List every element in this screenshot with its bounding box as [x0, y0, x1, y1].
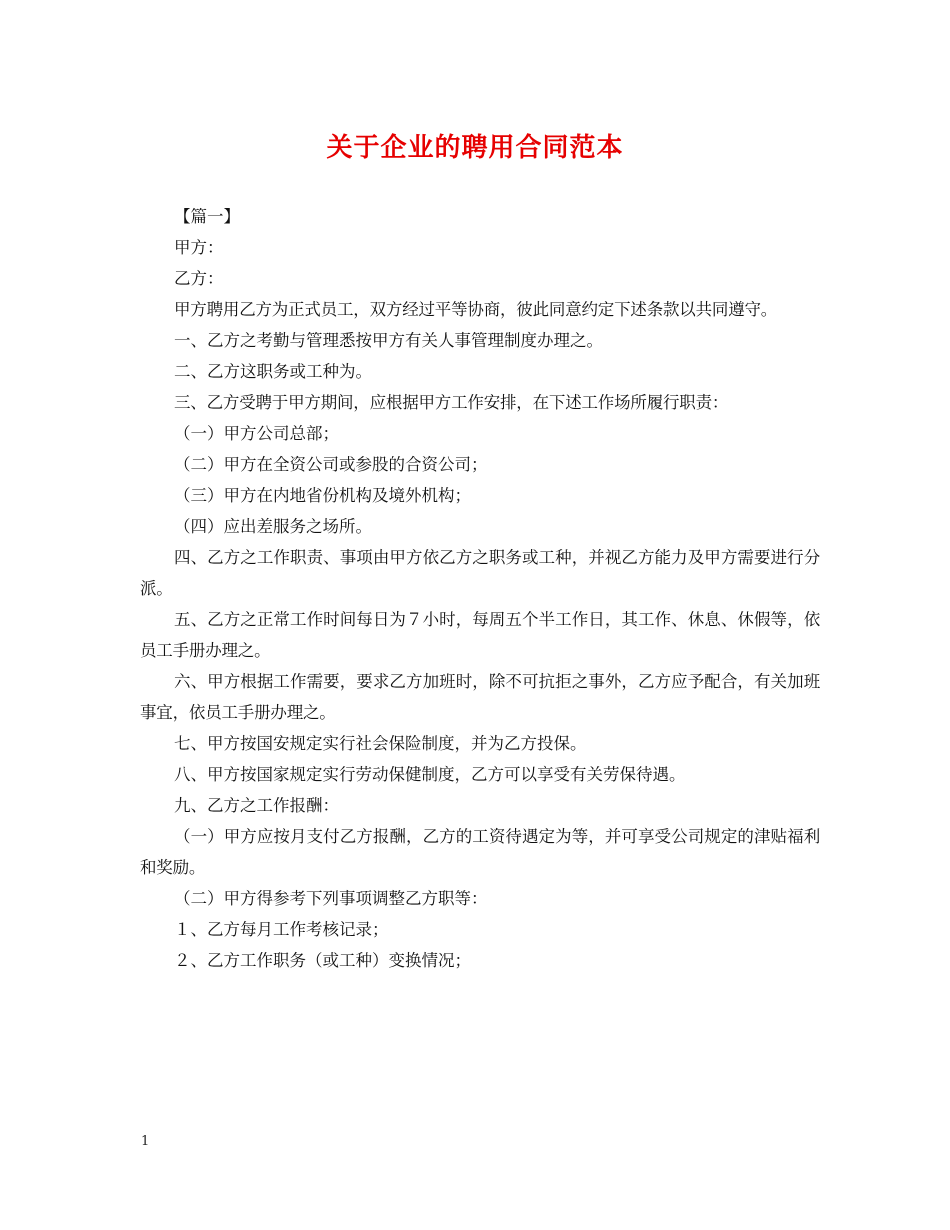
- intro-paragraph: 甲方聘用乙方为正式员工，双方经过平等协商，彼此同意约定下述条款以共同遵守。: [174, 300, 778, 319]
- document-title: 关于企业的聘用合同范本: [326, 133, 624, 163]
- clause-3-item-4: （四）应出差服务之场所。: [174, 517, 372, 536]
- clause-6: 六、甲方根据工作需要，要求乙方加班时，除不可抗拒之事外，乙方应予配合，有关加班事宜，依员工手册办理之。: [140, 672, 820, 722]
- clause-3-item-3: （三）甲方在内地省份机构及境外机构；: [174, 486, 471, 505]
- clause-9-subitem-2: ２、乙方工作职务（或工种）变换情况；: [174, 951, 471, 970]
- clause-4: 四、乙方之工作职责、事项由甲方依乙方之职务或工种，并视乙方能力及甲方需要进行分派。: [140, 548, 820, 598]
- clause-3: 三、乙方受聘于甲方期间，应根据甲方工作安排，在下述工作场所履行职责：: [174, 393, 729, 412]
- clause-1: 一、乙方之考勤与管理悉按甲方有关人事管理制度办理之。: [174, 331, 603, 350]
- section-heading: 【篇一】: [174, 207, 240, 226]
- clause-2: 二、乙方这职务或工种为。: [174, 362, 372, 381]
- clause-8: 八、甲方按国家规定实行劳动保健制度，乙方可以享受有关劳保待遇。: [174, 765, 686, 784]
- document-body: [140, 201, 820, 976]
- clause-9: 九、乙方之工作报酬：: [174, 796, 339, 815]
- clause-9-subitem-1: １、乙方每月工作考核记录；: [174, 920, 389, 939]
- page-number: 1: [141, 1134, 150, 1149]
- party-b-line: 乙方：: [174, 269, 224, 288]
- clause-9-item-1: （一）甲方应按月支付乙方报酬，乙方的工资待遇定为等，并可享受公司规定的津贴福利和奖励。: [140, 827, 820, 877]
- clause-3-item-1: （一）甲方公司总部；: [174, 424, 339, 443]
- party-a-line: 甲方：: [174, 238, 224, 257]
- clause-5: 五、乙方之正常工作时间每日为７小时，每周五个半工作日，其工作、休息、休假等，依员工手册办理之。: [140, 610, 820, 660]
- clause-7: 七、甲方按国安规定实行社会保险制度，并为乙方投保。: [174, 734, 587, 753]
- clause-3-item-2: （二）甲方在全资公司或参股的合资公司；: [174, 455, 488, 474]
- clause-9-item-2: （二）甲方得参考下列事项调整乙方职等：: [174, 889, 488, 908]
